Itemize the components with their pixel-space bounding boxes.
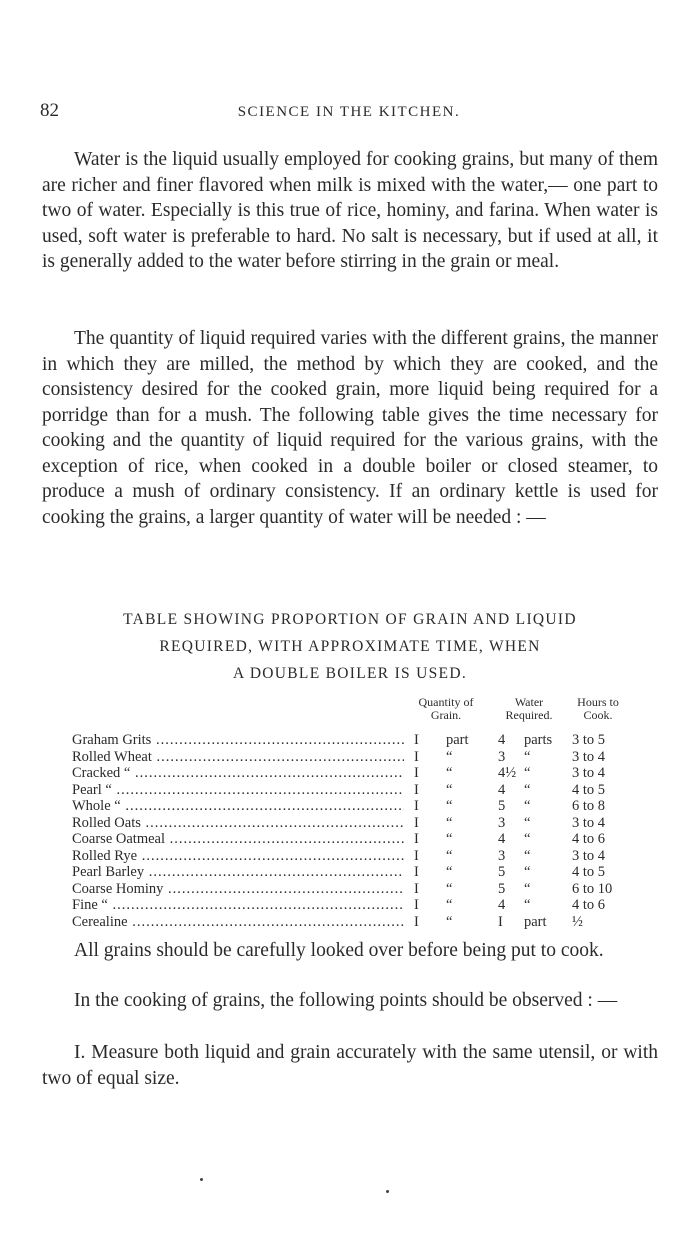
quantity-unit-cell: “ [446,880,453,897]
page-number: 82 [40,100,59,121]
print-speck [200,1178,203,1181]
water-unit-cell: part [524,913,547,930]
water-cell: 5 [498,798,506,814]
table-column-headers [72,696,632,732]
quantity-unit-cell: part [446,732,469,748]
hours-cell: 3 to 4 [572,748,606,765]
table-row [72,815,632,832]
quantity-cell: I [414,765,419,781]
hours-cell: 4 to 6 [572,897,606,913]
grain-name-cell: Pearl Barley ..... [72,864,404,881]
water-unit-cell: “ [524,781,531,798]
quantity-unit-cell: “ [446,913,453,930]
header-water [494,696,564,722]
quantity-cell: I [414,847,419,864]
quantity-unit-cell: “ [446,748,453,765]
hours-cell: ½ [572,913,583,930]
quantity-unit-cell: “ [446,864,453,880]
quantity-cell: I [414,880,419,897]
grain-name-cell: Rolled Oats ..... [72,815,404,832]
running-title: SCIENCE IN THE KITCHEN. [237,104,461,120]
quantity-cell: I [414,748,419,765]
quantity-unit-cell: “ [446,781,453,798]
table-row [72,765,632,782]
water-cell: 4 [498,831,506,847]
table-rows [72,732,632,930]
table-caption [42,606,658,687]
header-water-line: Water [514,695,544,709]
header-hours [566,696,630,722]
water-cell: 4 [498,897,506,913]
table-row [72,914,632,931]
quantity-unit-cell: “ [446,847,453,864]
hours-cell: 3 to 4 [572,814,606,831]
paragraph-water-liquid: Water is the liquid usually employed for cooking grains, but many of them are richer and finer flavored when milk is mixed with the water,— one part to two of water. Especially is this true of rice, hominy, and farina. When water is used, soft water is preferable to hard. No salt is necessary, but if used at all, it is generally added to the water before stirring in the grain or meal. [42,149,658,272]
water-unit-cell: “ [524,748,531,765]
quantity-unit-cell: “ [446,814,453,831]
table-row [72,732,632,749]
quantity-unit-cell: “ [446,897,453,913]
water-cell: 4 [498,781,506,798]
paragraph-quantity-liquid: The quantity of liquid required varies with the different grains, the manner in which they are milled, the method by which they are cooked, and the consistency desired for the cooked grain, more liquid being required for a porridge than for a mush. The following table gives the time necessary for cooking and the quantity of liquid required for the various grains, with the exception of rice, when cooked in a double boiler or closed steamer, to produce a mush of ordinary consistency. If an ordinary kettle is used for cooking the grains, a larger quantity of water will be needed : — [42,328,658,528]
header-hours-line: Cook. [583,708,613,722]
water-cell: 5 [498,864,506,880]
water-unit-cell: “ [524,798,531,814]
quantity-cell: I [414,781,419,798]
table-caption-line: REQUIRED, WITH APPROXIMATE TIME, WHEN [159,638,541,655]
table-caption-line: A DOUBLE BOILER IS USED. [233,665,467,682]
header-quantity [406,696,486,722]
hours-cell: 6 to 8 [572,798,606,814]
page-header [40,100,658,126]
water-unit-cell: “ [524,831,531,847]
hours-cell: 4 to 5 [572,781,606,798]
table-row [72,749,632,766]
quantity-unit-cell: “ [446,798,453,814]
table-caption-line: TABLE SHOWING PROPORTION OF GRAIN AND LIQUID [123,611,577,628]
grain-name-cell: Coarse Oatmeal ..... [72,831,404,848]
table-row [72,881,632,898]
hours-cell: 6 to 10 [572,880,613,897]
water-unit-cell: “ [524,880,531,897]
table-row [72,897,632,914]
hours-cell: 3 to 4 [572,847,606,864]
water-unit-cell: “ [524,864,531,880]
header-hours-line: Hours to [577,695,619,709]
water-cell: 3 [498,814,506,831]
grain-name-cell: Graham Grits ..... [72,732,404,749]
grain-name-cell: Whole “ ..... [72,798,404,815]
grain-name-cell: Fine “ ..... [72,897,404,914]
quantity-cell: I [414,864,419,880]
water-unit-cell: “ [524,765,531,781]
table-row [72,848,632,865]
header-quantity-line: Grain. [430,708,462,722]
hours-cell: 4 to 6 [572,831,606,847]
water-unit-cell: “ [524,897,531,913]
quantity-cell: I [414,831,419,847]
header-water-line: Required. [505,708,553,722]
grain-name-cell: Pearl “ ..... [72,782,404,799]
hours-cell: 3 to 4 [572,765,606,781]
paragraph-look-over: All grains should be carefully looked over before being put to cook. [74,940,604,961]
quantity-cell: I [414,814,419,831]
grain-name-cell: Cerealine ..... [72,914,404,931]
water-unit-cell: “ [524,847,531,864]
print-speck [386,1190,389,1193]
grain-name-cell: Coarse Hominy ..... [72,881,404,898]
header-quantity-line: Quantity of [418,695,474,709]
water-unit-cell: “ [524,814,531,831]
hours-cell: 4 to 5 [572,864,606,880]
water-cell: I [498,913,503,930]
quantity-cell: I [414,913,419,930]
paragraph-points: In the cooking of grains, the following points should be observed : — [74,990,618,1011]
water-cell: 4½ [498,765,517,781]
grain-name-cell: Rolled Wheat ..... [72,749,404,766]
table-row [72,798,632,815]
table-row [72,782,632,799]
grain-name-cell: Rolled Rye ..... [72,848,404,865]
water-cell: 4 [498,732,506,748]
water-cell: 5 [498,880,506,897]
table-row [72,864,632,881]
quantity-cell: I [414,732,419,748]
grain-name-cell: Cracked “ ..... [72,765,404,782]
grain-table [72,696,632,930]
hours-cell: 3 to 5 [572,732,606,748]
quantity-unit-cell: “ [446,765,453,781]
paragraph-measure: I. Measure both liquid and grain accurately with the same utensil, or with two of equal size. [42,1042,658,1089]
quantity-cell: I [414,897,419,913]
water-unit-cell: parts [524,732,553,748]
quantity-unit-cell: “ [446,831,453,847]
quantity-cell: I [414,798,419,814]
table-row [72,831,632,848]
water-cell: 3 [498,748,506,765]
water-cell: 3 [498,847,506,864]
